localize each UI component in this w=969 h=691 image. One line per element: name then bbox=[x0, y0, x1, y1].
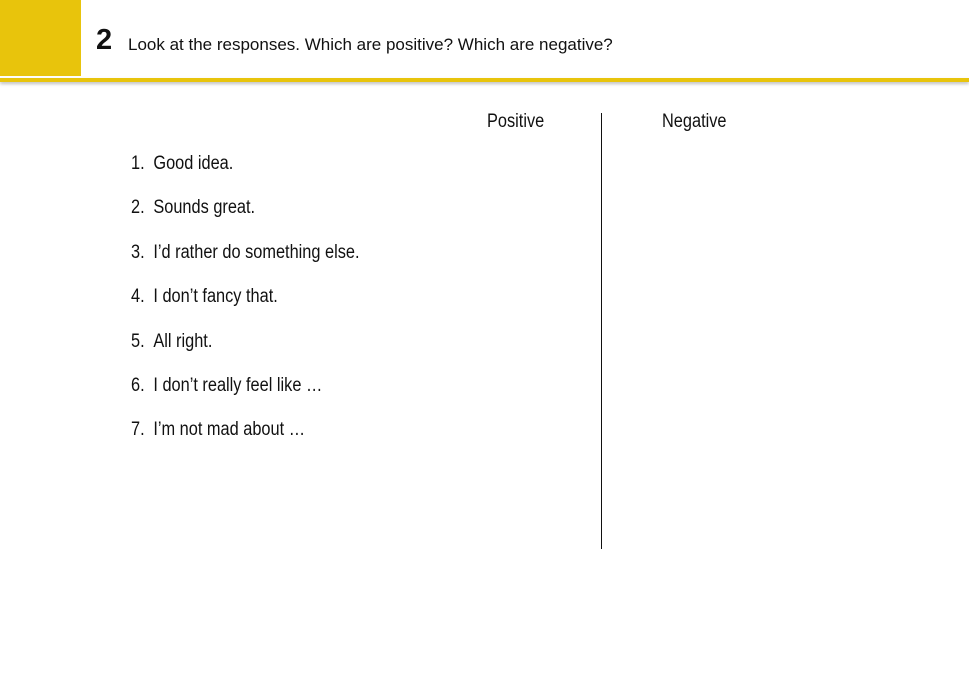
list-item bbox=[131, 330, 360, 374]
item-text: I don’t really feel like … bbox=[153, 374, 323, 396]
item-text: I don’t fancy that. bbox=[153, 286, 278, 308]
list-item bbox=[131, 152, 360, 196]
list-item bbox=[131, 196, 360, 240]
column-heading-negative: Negative bbox=[662, 111, 727, 132]
list-item bbox=[131, 374, 360, 418]
list-item bbox=[131, 285, 360, 329]
item-text: All right. bbox=[153, 330, 213, 352]
column-heading-positive: Positive bbox=[487, 111, 545, 132]
item-number: 2. bbox=[131, 197, 145, 219]
list-item bbox=[131, 241, 360, 285]
item-number: 1. bbox=[131, 153, 145, 174]
header-accent-block bbox=[0, 0, 81, 76]
item-number: 3. bbox=[131, 241, 145, 263]
item-number: 5. bbox=[131, 330, 145, 352]
item-text: I’d rather do something else. bbox=[153, 241, 360, 263]
exercise-number: 2 bbox=[96, 24, 113, 56]
column-divider bbox=[601, 113, 602, 549]
instruction-text: Look at the responses. Which are positive? Which are negative? bbox=[128, 35, 613, 54]
item-number: 4. bbox=[131, 286, 145, 308]
item-number: 7. bbox=[131, 419, 145, 441]
header-divider bbox=[0, 78, 969, 82]
item-number: 6. bbox=[131, 374, 145, 396]
list-item bbox=[131, 418, 360, 462]
item-text: Good idea. bbox=[153, 153, 234, 174]
response-list bbox=[131, 152, 397, 463]
item-text: I’m not mad about … bbox=[153, 419, 306, 441]
item-text: Sounds great. bbox=[153, 197, 256, 219]
